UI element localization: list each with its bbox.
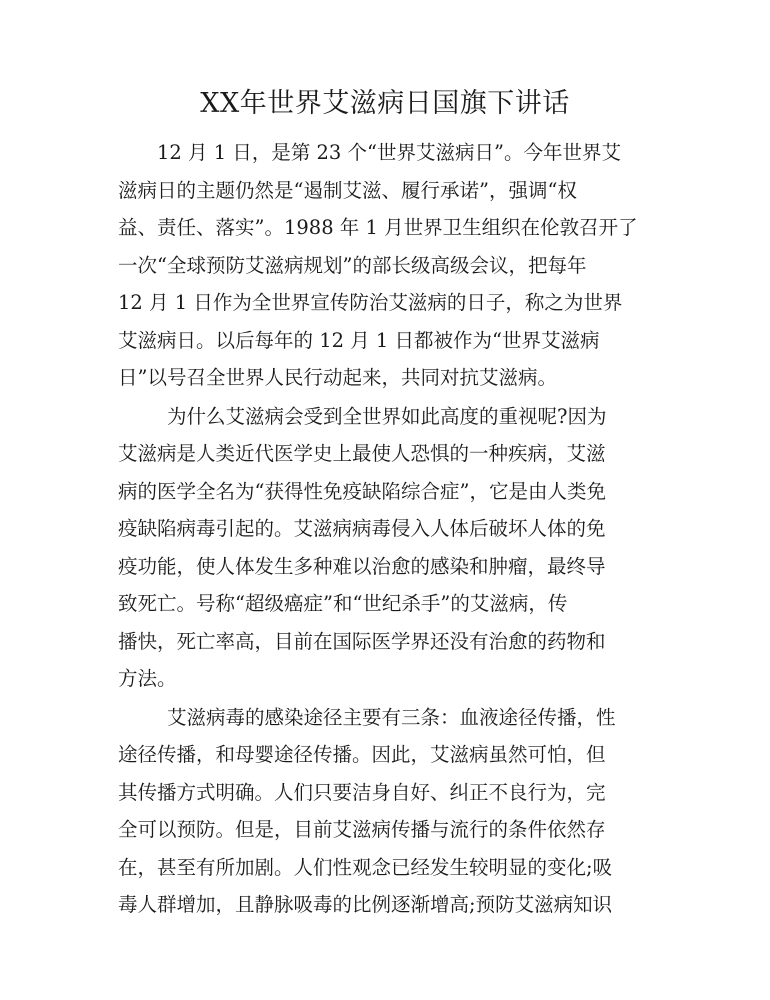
paragraph-line: 疫功能，使人体发生多种难以治愈的感染和肿瘤，最终导 [118, 554, 606, 578]
paragraph-line: 滋病日的主题仍然是“遏制艾滋、履行承诺”，强调“权 [118, 178, 577, 202]
document-body [118, 134, 658, 924]
paragraph-line: 病的医学全名为“获得性免疫缺陷综合症”，它是由人类免 [118, 479, 606, 503]
paragraph-line: 疫缺陷病毒引起的。艾滋病病毒侵入人体后破坏人体的免 [118, 517, 606, 540]
paragraph-line: 益、责任、落实”。1988 年 1 月世界卫生组织在伦敦召开了 [118, 216, 638, 239]
paragraph-line: 其传播方式明确。人们只要洁身自好、纠正不良行为，完 [118, 780, 606, 804]
paragraph-line: 12 月 1 日，是第 23 个“世界艾滋病日”。今年世界艾 [157, 141, 621, 164]
paragraph-line: 艾滋病是人类近代医学史上最使人恐惧的一种疾病，艾滋 [118, 442, 606, 465]
paragraph-line: 播快，死亡率高，目前在国际医学界还没有治愈的药物和 [118, 629, 606, 653]
paragraph-line: 途径传播，和母婴途径传播。因此，艾滋病虽然可怕，但 [118, 743, 606, 766]
paragraph-3 [118, 699, 658, 924]
paragraph-line: 致死亡。号称“超级癌症”和“世纪杀手”的艾滋病，传 [118, 592, 568, 615]
paragraph-line: 为什么艾滋病会受到全世界如此高度的重视呢?因为 [167, 404, 607, 428]
paragraph-line: 一次“全球预防艾滋病规划”的部长级高级会议，把每年 [118, 253, 587, 277]
paragraph-line: 12 月 1 日作为全世界宣传防治艾滋病的日子，称之为世界 [118, 291, 623, 314]
paragraph-2 [118, 398, 658, 698]
paragraph-1 [118, 134, 658, 397]
paragraph-line: 全可以预防。但是，目前艾滋病传播与流行的条件依然存 [118, 818, 606, 841]
paragraph-line: 艾滋病日。以后每年的 12 月 1 日都被作为“世界艾滋病 [118, 328, 600, 352]
paragraph-line: 日”以号召全世界人民行动起来，共同对抗艾滋病。 [118, 366, 557, 389]
paragraph-line: 艾滋病毒的感染途径主要有三条：血液途径传播，性 [167, 705, 616, 729]
document-title: XX年世界艾滋病日国旗下讲话 [200, 88, 570, 119]
paragraph-line: 在，甚至有所加剧。人们性观念已经发生较明显的变化;吸 [118, 855, 613, 879]
paragraph-line: 方法。 [118, 667, 177, 690]
paragraph-line: 毒人群增加，且静脉吸毒的比例逐渐增高;预防艾滋病知识 [118, 893, 613, 916]
